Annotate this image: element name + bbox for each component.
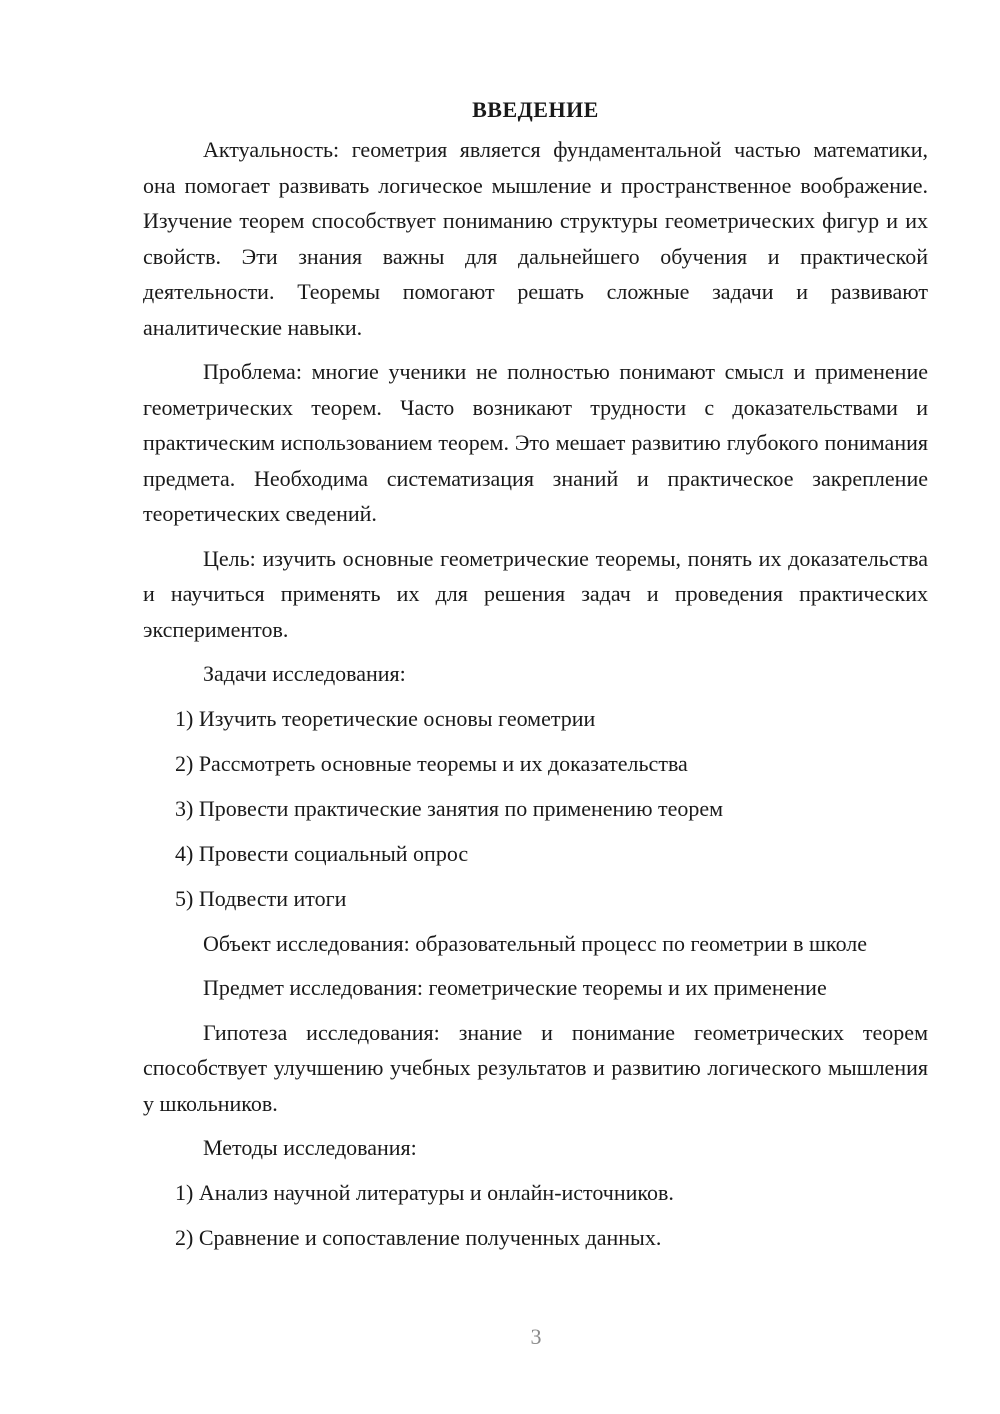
tasks-heading: Задачи исследования:	[203, 661, 406, 686]
page-number: 3	[530, 1324, 542, 1349]
problem-paragraph: Проблема: многие ученики не полностью понимают смысл и применение геометрических теорем. Часто возникают трудности с доказательствами и практическим использованием теорем. Это мешает развитию глубокого понимания предмета. Необходима систематизация знаний и практическое закрепление теоретических сведений.	[143, 359, 928, 526]
page-content	[143, 92, 928, 1265]
relevance-paragraph: Актуальность: геометрия является фундаментальной частью математики, она помогает развивать логическое мышление и пространственное воображение. Изучение теорем способствует пониманию структуры геометрических фигур и их свойств. Эти знания важны для дальнейшего обучения и практической деятельности. Теоремы помогают решать сложные задачи и развивают аналитические навыки.	[143, 137, 928, 340]
goal-paragraph: Цель: изучить основные геометрические теоремы, понять их доказательства и научиться применять их для решения задач и проведения практических экспериментов.	[143, 545, 928, 642]
hypothesis-paragraph: Гипотеза исследования: знание и понимание геометрических теорем способствует улучшению учебных результатов и развитию логического мышления у школьников.	[143, 1019, 928, 1116]
task-item-2: 2) Рассмотреть основные теоремы и их доказательства	[175, 750, 688, 776]
task-item-4: 4) Провести социальный опрос	[175, 840, 469, 866]
task-item-5: 5) Подвести итоги	[175, 885, 347, 911]
task-item-3: 3) Провести практические занятия по применению теорем	[175, 795, 724, 821]
method-item-2: 2) Сравнение и сопоставление полученных данных.	[175, 1224, 662, 1250]
subject-paragraph: Предмет исследования: геометрические теоремы и их применение	[203, 975, 827, 1000]
task-item-1: 1) Изучить теоретические основы геометрии	[175, 705, 596, 731]
object-paragraph: Объект исследования: образовательный процесс по геометрии в школе	[203, 930, 868, 956]
method-item-1: 1) Анализ научной литературы и онлайн-источников.	[175, 1179, 674, 1205]
methods-heading: Методы исследования:	[203, 1135, 417, 1160]
page-title: ВВЕДЕНИЕ	[472, 97, 599, 122]
